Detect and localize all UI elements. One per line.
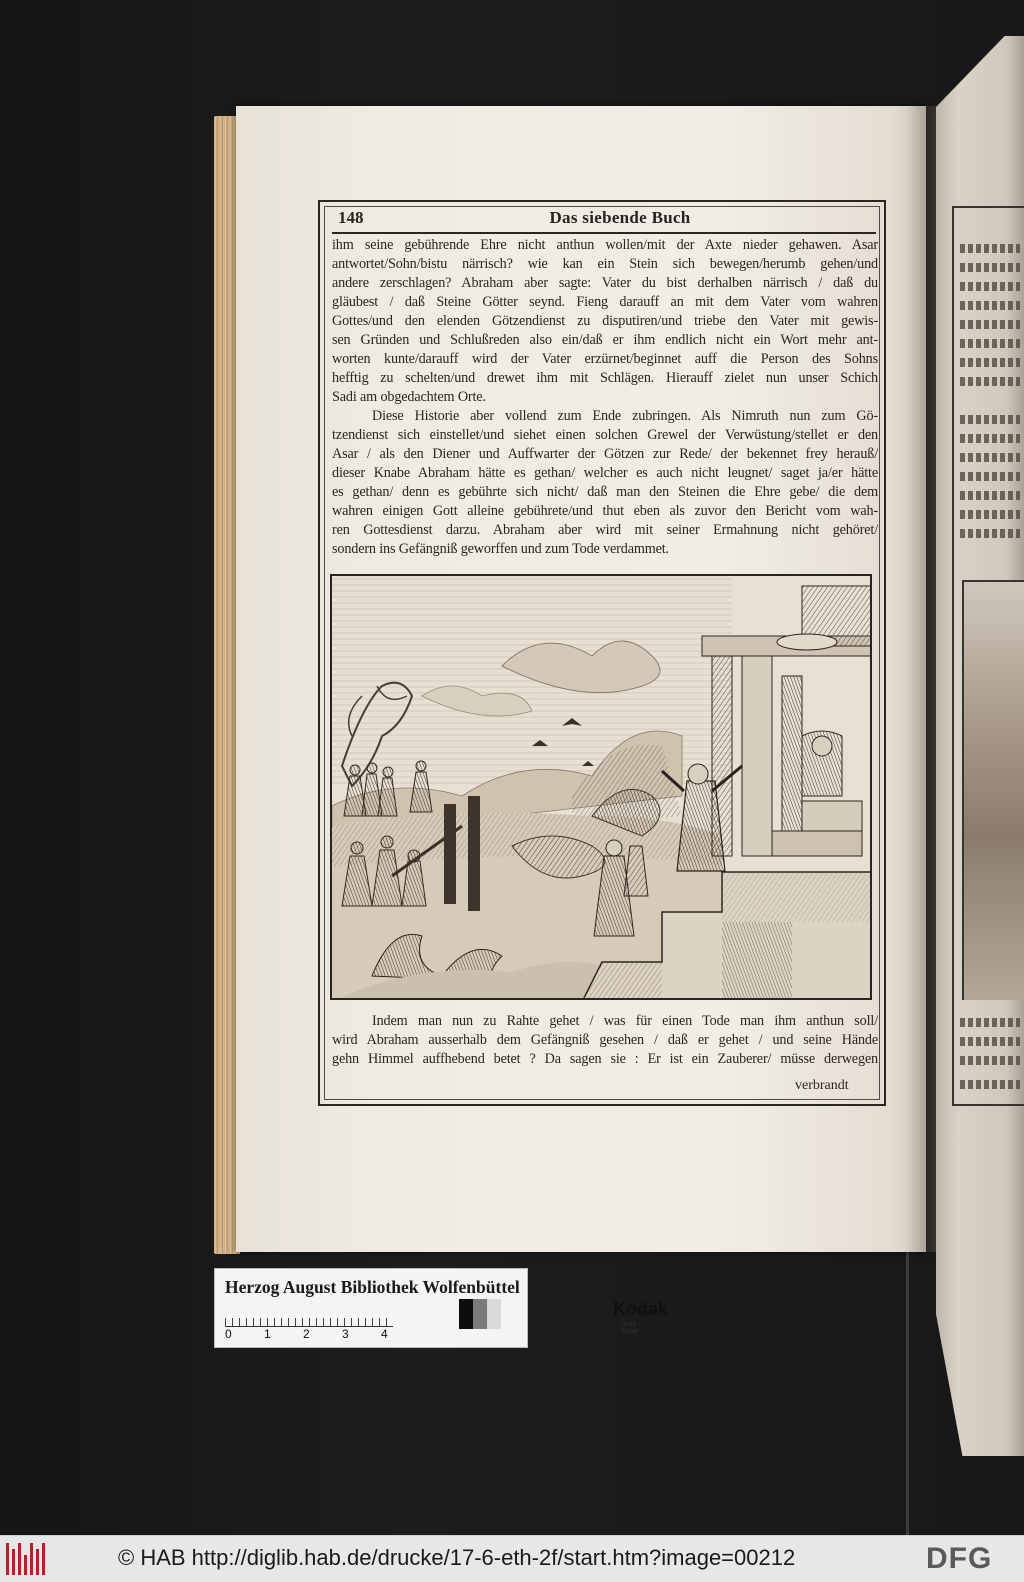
running-title: Das siebende Buch <box>549 208 691 227</box>
text-line: Sadi am obgedachtem Orte. <box>332 389 486 405</box>
text-line: hefftig zu schelten/und drewet ihm mit Schlägen. Hierauff zielet nun unser Schich <box>332 370 878 386</box>
facing-text-line <box>960 1080 1020 1089</box>
text-block-top <box>332 236 878 559</box>
ruler-scale <box>225 1303 393 1327</box>
engraving-illustration <box>330 574 872 1000</box>
text-line: Asar / als den Diener und Auffwarter der Götzen zur Rede/ der bekennet frey herauß/ <box>332 446 878 462</box>
text-line: dieser Knabe Abraham hätte es gethan/ welcher es auch nicht leugnet/ saget ja/er hätte <box>332 465 878 481</box>
text-line: tzendienst sich einstellet/und siehet einen solchen Grewel der Verwüstung/stellet er den <box>332 427 878 443</box>
gray-swatch-dark <box>459 1299 473 1329</box>
facing-engraving <box>962 580 1024 1000</box>
facing-text-line <box>960 377 1020 386</box>
facing-text-line <box>960 415 1020 424</box>
text-line: andere zerschlagen? Abraham aber sagte: Vater du bist derhalben närrisch / daß du <box>332 275 878 291</box>
text-line: antwortet/Sohn/bistu närrisch? wie kan ein Stein sich bewegen/herumb gehen/und <box>332 256 878 272</box>
facing-text-line <box>960 263 1020 272</box>
facing-text-line <box>960 282 1020 291</box>
hab-barcode-logo-icon <box>6 1543 48 1575</box>
footer-copyright-url[interactable]: © HAB http://diglib.hab.de/drucke/17-6-eth-2f/start.htm?image=00212 <box>118 1545 796 1570</box>
ruler-tick-label: 4 <box>381 1327 388 1341</box>
footer-bar <box>0 1535 1024 1582</box>
facing-text-line <box>960 1037 1020 1046</box>
text-line: wahren einigen Gott alleine gebührete/und thut eben als zuvor den Bericht vom wah- <box>332 503 878 519</box>
facing-text-line <box>960 434 1020 443</box>
text-line: es gethan/ denn es gebührte sich nicht/ daß man den Steinen die Ehre gebe/ die dem <box>332 484 878 500</box>
gray-swatch-mid <box>473 1299 487 1329</box>
ruler-tick-label: 0 <box>225 1327 232 1341</box>
scale-card <box>214 1268 669 1348</box>
facing-text-line <box>960 510 1020 519</box>
facing-text-line <box>960 529 1020 538</box>
text-block-bottom <box>332 1012 878 1069</box>
gray-scale-label: Gray Scale <box>621 1321 639 1335</box>
text-line: gehn Himmel auffhebend betet ? Da sagen sie : Er ist ein Zauberer/ müsse derwegen <box>332 1051 878 1067</box>
library-name: Herzog August Bibliothek Wolfenbüttel <box>225 1277 520 1297</box>
ruler-tick-label: 3 <box>342 1327 349 1341</box>
text-line: sen Gründen und Schlußreden also ein/daß er ihm endlich nicht ein Wort mehr ant- <box>332 332 878 348</box>
facing-text-line <box>960 301 1020 310</box>
facing-text-line <box>960 472 1020 481</box>
glass-plate-edge <box>906 1250 909 1535</box>
facing-text-line <box>960 358 1020 367</box>
header-rule <box>332 232 876 234</box>
ruler-tick-label: 2 <box>303 1327 310 1341</box>
facing-text-line <box>960 339 1020 348</box>
text-line: Gottes/und den elenden Götzendienst zu disputiren/und triebe den Vater mit gewis- <box>332 313 878 329</box>
text-line: wird Abraham ausserhalb dem Gefängniß gesehen / daß er gehet / und seine Hände <box>332 1032 878 1048</box>
facing-text-line <box>960 453 1020 462</box>
text-line: gläubest / daß Steine Götter seynd. Fieng darauff an mit dem Vater vom wahren <box>332 294 878 310</box>
text-line: worten kunte/darauff wird der Vater erzürnet/beginnet auff die Person des Sohns <box>332 351 878 367</box>
facing-text-line <box>960 1056 1020 1065</box>
kodak-logo: Kodak <box>613 1299 669 1319</box>
engraving-drawing <box>332 576 872 1000</box>
text-line: ihm seine gebührende Ehre nicht anthun wollen/mit der Axte nieder gehawen. Asar <box>332 237 878 253</box>
text-line: Diese Historie aber vollend zum Ende zubringen. Als Nimruth nun zum Gö- <box>372 408 878 424</box>
facing-text-line <box>960 1018 1020 1027</box>
facing-text-line <box>960 244 1020 253</box>
ruler-tick-label: 1 <box>264 1327 271 1341</box>
text-line: sondern ins Gefängniß geworffen und zum Tode verdammet. <box>332 541 669 557</box>
text-line: Indem man nun zu Rahte gehet / was für einen Tode man ihm anthun soll/ <box>372 1013 878 1029</box>
gray-swatch-light <box>487 1299 501 1329</box>
facing-text-line <box>960 491 1020 500</box>
page-number: 148 <box>338 208 364 227</box>
page-gutter <box>906 106 936 1252</box>
dfg-logo: DFG <box>926 1542 993 1575</box>
catchword: verbrandt <box>795 1078 849 1093</box>
text-line: ren Gottesdienst darzu. Abraham aber wird mit seiner Ermahnung nicht gehöret/ <box>332 522 878 538</box>
facing-text-line <box>960 320 1020 329</box>
